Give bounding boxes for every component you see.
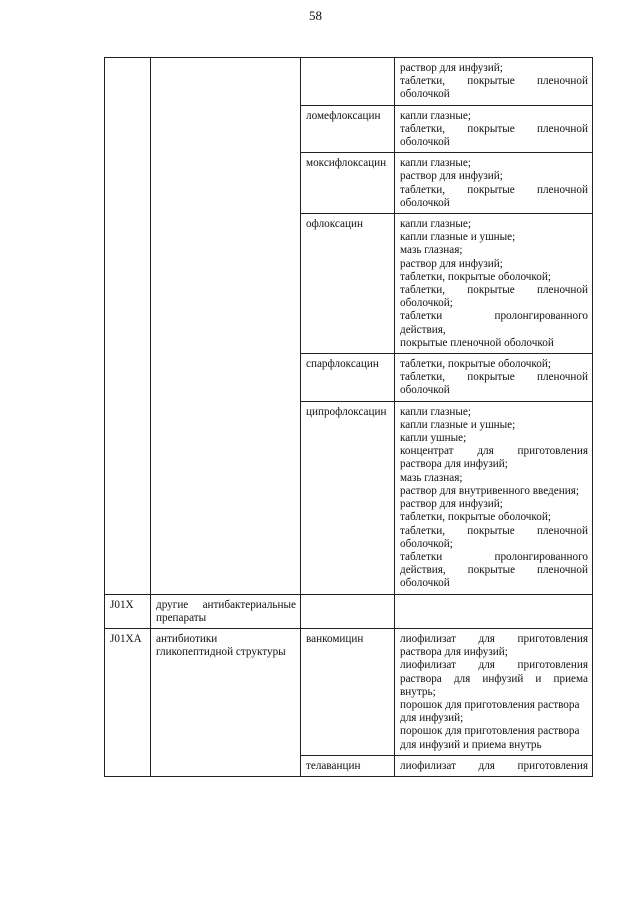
dosage-form-line: действия, (400, 323, 446, 336)
dosage-forms-cell (395, 58, 593, 106)
group-name-cell: другие антибактериальные препараты (151, 594, 301, 628)
drug-name-cell: ванкомицин (301, 628, 395, 755)
dosage-forms-cell (395, 755, 593, 776)
dosage-form-line: покрытые пленочной оболочкой (400, 336, 554, 349)
dosage-form-line: таблетки, покрытые пленочной (400, 284, 588, 297)
atc-code-cell: J01X (105, 594, 151, 628)
dosage-form-line: таблетки, покрытые оболочкой; (400, 358, 551, 371)
dosage-form-line: таблетки, покрытые пленочной (400, 524, 588, 537)
dosage-form-line: таблетки, покрытые оболочкой; (400, 511, 551, 524)
dosage-form-line: раствор для инфузий; (400, 257, 503, 270)
dosage-form-line: оболочкой (400, 196, 450, 209)
drug-table (104, 57, 593, 777)
dosage-form-line: раствора для инфузий; (400, 458, 508, 471)
drug-name-cell (301, 58, 395, 106)
dosage-form-line: раствора для инфузий и приема (400, 672, 588, 685)
dosage-form-line: оболочкой (400, 384, 450, 397)
dosage-form-line: лиофилизат для приготовления (400, 632, 588, 645)
dosage-form-line: капли глазные и ушные; (400, 231, 516, 244)
dosage-form-line: мазь глазная; (400, 471, 463, 484)
atc-code-cell (105, 58, 151, 595)
table-row (105, 58, 593, 106)
dosage-form-line: таблетки, покрытые оболочкой; (400, 270, 551, 283)
table-row (105, 594, 593, 628)
dosage-form-line: таблетки, покрытые пленочной (400, 122, 588, 135)
dosage-form-line: внутрь; (400, 685, 436, 698)
dosage-forms-cell (395, 594, 593, 628)
drug-name-cell: телаванцин (301, 755, 395, 776)
dosage-form-line: раствора для инфузий; (400, 646, 508, 659)
dosage-form-line: концентрат для приготовления (400, 445, 588, 458)
drug-name-cell: ципрофлоксацин (301, 401, 395, 594)
drug-name-cell: офлоксацин (301, 214, 395, 354)
dosage-form-line: капли глазные; (400, 157, 472, 170)
dosage-form-line: таблетки, покрытые пленочной (400, 75, 588, 88)
page-number: 58 (309, 8, 322, 23)
dosage-form-line: оболочкой; (400, 297, 453, 310)
dosage-form-line: порошок для приготовления раствора (400, 725, 580, 738)
page-bottom-margin (0, 825, 631, 904)
group-name-cell: антибиотики гликопептидной структуры (151, 628, 301, 776)
dosage-forms-cell (395, 153, 593, 214)
dosage-form-line: оболочкой (400, 88, 450, 101)
dosage-form-line: таблетки, покрытые пленочной (400, 371, 588, 384)
dosage-forms-cell (395, 105, 593, 153)
dosage-form-line: капли глазные и ушные; (400, 418, 516, 431)
dosage-form-line: капли глазные; (400, 405, 472, 418)
drug-name-cell (301, 594, 395, 628)
dosage-form-line: капли ушные; (400, 432, 467, 445)
dosage-form-line: оболочкой (400, 136, 450, 149)
drug-name-cell: ломефлоксацин (301, 105, 395, 153)
dosage-form-line: капли глазные; (400, 109, 472, 122)
dosage-form-line: оболочкой; (400, 537, 453, 550)
dosage-form-line: порошок для приготовления раствора (400, 698, 580, 711)
dosage-form-line: мазь глазная; (400, 244, 463, 257)
dosage-forms-cell (395, 401, 593, 594)
dosage-form-line: лиофилизат для приготовления (400, 659, 588, 672)
drug-name-cell: моксифлоксацин (301, 153, 395, 214)
dosage-form-line: таблетки пролонгированного (400, 310, 588, 323)
dosage-form-line: раствор для инфузий; (400, 62, 503, 74)
dosage-form-line: таблетки пролонгированного (400, 550, 588, 563)
dosage-form-line: раствор для инфузий; (400, 170, 503, 183)
dosage-forms-cell (395, 628, 593, 755)
dosage-form-line: раствор для внутривенного введения; (400, 484, 579, 497)
dosage-form-line: для инфузий и приема внутрь (400, 738, 542, 751)
dosage-form-line: таблетки, покрытые пленочной (400, 183, 588, 196)
group-name-cell (151, 58, 301, 595)
dosage-forms-cell (395, 214, 593, 354)
atc-code-cell: J01XA (105, 628, 151, 776)
dosage-form-line: лиофилизат для приготовления (400, 759, 588, 772)
dosage-form-line: раствор для инфузий; (400, 498, 503, 511)
dosage-form-line: действия, покрытые пленочной (400, 564, 588, 577)
dosage-form-line: капли глазные; (400, 218, 472, 231)
dosage-form-line: оболочкой (400, 577, 450, 590)
dosage-forms-cell (395, 354, 593, 402)
table-row (105, 628, 593, 755)
drug-name-cell: спарфлоксацин (301, 354, 395, 402)
dosage-form-line: для инфузий; (400, 712, 464, 725)
